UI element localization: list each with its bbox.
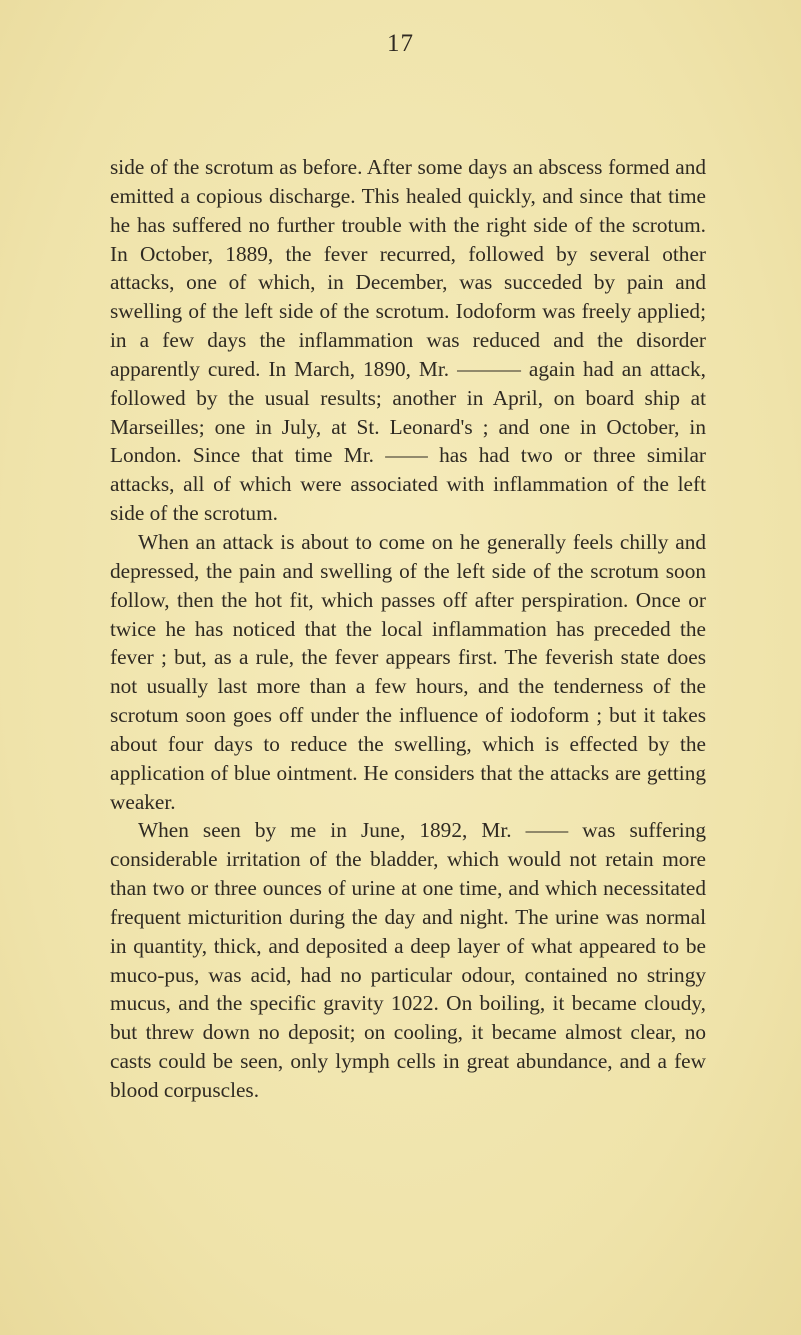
paragraph-3: When seen by me in June, 1892, Mr. —— was suffering considerable irritation of the bladder, which would not retain more than two or three ounces of urine at one time, and which necessitated frequent micturition during the day and night. The urine was normal in quantity, thick, and deposited a deep layer of what appeared to be muco-pus, was acid, had no particular odour, contained no stringy mucus, and the specific gravity 1022. On boiling, it became cloudy, but threw down no deposit; on cooling, it became almost clear, no casts could be seen, only lymph cells in great abundance, and a few blood corpuscles. (110, 818, 706, 1102)
paragraph-1: side of the scrotum as before. After some days an abscess formed and emitted a copious discharge. This healed quickly, and since that time he has suffered no further trouble with the right side of the scrotum. In October, 1889, the fever recurred, followed by several other attacks, one of which, in December, was succeded by pain and swelling of the left side of the scrotum. Iodoform was freely applied; in a few days the inflammation was reduced and the disorder apparently cured. In March, 1890, Mr. ——— again had an attack, followed by the usual results; another in April, on board ship at Marseilles; one in July, at St. Leonard's ; and one in October, in London. Since that time Mr. —— has had two or three similar attacks, all of which were associated with inflammation of the left side of the scrotum. (110, 155, 706, 526)
body-text (110, 153, 706, 1105)
paragraph-2: When an attack is about to come on he generally feels chilly and depressed, the pain and swelling of the left side of the scrotum soon follow, then the hot fit, which passes off after perspiration. Once or twice he has noticed that the local inflammation has preceded the fever ; but, as a rule, the fever appears first. The feverish state does not usually last more than a few hours, and the tenderness of the scrotum soon goes off under the influence of iodoform ; but it takes about four days to reduce the swelling, which is effected by the application of blue ointment. He considers that the attacks are getting weaker. (110, 529, 706, 814)
page-number: 17 (387, 30, 414, 57)
